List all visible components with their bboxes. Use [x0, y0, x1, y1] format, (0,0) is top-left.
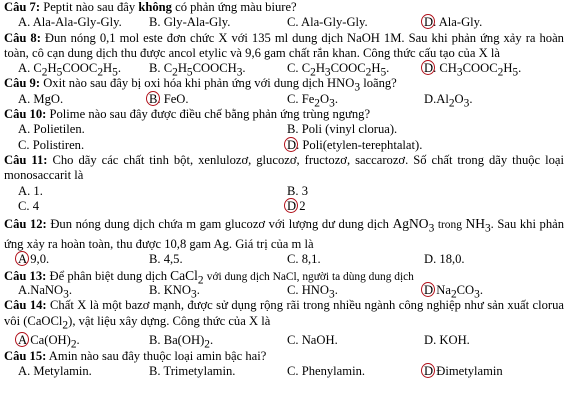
question-11: [4, 153, 564, 184]
option-c: C. Ala-Gly-Gly.: [287, 15, 368, 30]
question-number: Câu 13:: [4, 268, 47, 283]
question-number: Câu 7:: [4, 0, 41, 14]
question-text: Đun nóng 0,1 mol este đơn chức X với 135 ml dung dịch NaOH 1M. Sau khi phản ứng xảy ra hoàn toàn, cô cạn dung dịch thu được ancol etylic và 9,6 gam chất rắn khan. Công thức cấu tạo của X là: [4, 30, 564, 60]
option-a-selected: A $Ca(OH)_2$.: [18, 333, 80, 353]
option-c: C. $HNO_3$.: [287, 283, 338, 301]
option-a: A. Polietilen.: [18, 122, 85, 137]
option-b: B. $KNO_3$.: [149, 283, 200, 301]
option-d-selected: D 2: [287, 199, 306, 214]
option-b: B. $Ba(OH)_2$.: [149, 333, 214, 351]
circle-mark-icon: [15, 251, 29, 266]
question-9: [4, 76, 564, 94]
option-c: C. Phenylamin.: [287, 364, 366, 379]
question-7: [4, 0, 564, 15]
question-emphasis: không: [138, 0, 172, 14]
option-a-selected: A 9,0.: [18, 252, 49, 267]
option-d-selected: D. Poli(etylen-terephtalat).: [287, 138, 422, 153]
question-number: Câu 8:: [4, 30, 41, 45]
option-d-selected: D Đimetylamin: [424, 364, 503, 379]
option-a: A. 1.: [18, 183, 43, 198]
options-row: [4, 122, 564, 137]
question-number: Câu 12:: [4, 217, 47, 232]
question-text: Polime nào sau đây được điều chế bằng phản ứng trùng ngưng?: [46, 107, 371, 122]
question-10: [4, 107, 564, 122]
question-text: Để phân biệt dung dịch CaCl$_2$ với dung dịch NaCl, người ta dùng dung dịch: [46, 267, 414, 287]
option-b: B. Gly-Ala-Gly.: [149, 15, 231, 30]
option-b: B. 4,5.: [149, 252, 183, 267]
options-row: [4, 199, 564, 214]
circle-mark-icon: [421, 60, 435, 75]
option-c: C. NaOH.: [287, 333, 338, 348]
option-d: $D.Al_2O_3$.: [424, 91, 473, 110]
options-row: [4, 15, 564, 30]
question-number: Câu 15:: [4, 348, 47, 363]
option-c: C. Polistiren.: [18, 137, 85, 152]
option-a: A.NaNO$_3$.: [18, 283, 72, 301]
question-text: có phản ứng màu biure?: [171, 0, 297, 14]
question-number: Câu 14:: [4, 298, 47, 313]
question-15: [4, 349, 564, 364]
question-text: Chất X là một bazơ mạnh, được sử dụng rộng rãi trong nhiều ngành công nghiệp như sản xuất clorua vôi (CaOCl$_2$), vật liệu xây dựng. Công thức của X là: [4, 298, 564, 332]
option-b-selected: B. FeO.: [149, 92, 189, 107]
option-d-selected: D $Na_2CO_3$.: [424, 283, 483, 303]
option-b: B. $C_2H_5COOCH_3$.: [149, 61, 246, 79]
options-row: [4, 364, 564, 379]
option-b: B. Poli (vinyl clorua).: [287, 122, 398, 137]
circle-mark-icon: [421, 363, 435, 378]
option-c: C. $Fe_2O_3$.: [287, 91, 338, 110]
question-number: Câu 11:: [4, 152, 48, 167]
option-b: B. Trimetylamin.: [149, 364, 236, 379]
circle-mark-icon: [15, 332, 29, 347]
options-row: [4, 91, 564, 110]
options-row: [4, 333, 564, 351]
options-row: [4, 61, 564, 79]
circle-mark-icon: [284, 198, 298, 213]
option-a: A. $C_2H_5COOC_2H_5$.: [18, 61, 121, 79]
circle-mark-icon: [146, 91, 160, 106]
question-number: Câu 9:: [4, 76, 41, 91]
option-d-selected: D. $CH_3COOC_2H_5$.: [424, 61, 521, 81]
option-a: A. Ala-Ala-Gly-Gly.: [18, 15, 122, 30]
option-d: D. KOH.: [424, 333, 470, 348]
question-8: [4, 31, 564, 62]
question-text: Đun nóng dung dịch chứa m gam glucozơ với lượng dư dung dịch AgNO$_3$ trong $NH_3$. Sau khi phản ứng xảy ra hoàn toàn, thu được 10,8 gam Ag. Giá trị của m là: [4, 216, 564, 252]
option-c: C. $C_2H_3COOC_2H_5$.: [287, 61, 390, 79]
options-row: [4, 283, 564, 301]
option-c: C. 8,1.: [287, 252, 321, 267]
circle-mark-icon: [421, 14, 435, 29]
options-row: [4, 138, 564, 153]
circle-mark-icon: [421, 282, 435, 297]
question-text: Cho dãy các chất tinh bột, xenlulozơ, glucozơ, fructozơ, saccarozơ. Số chất trong dãy thuộc loại monosaccarit là: [4, 152, 565, 183]
option-a: A. MgO.: [18, 91, 64, 106]
question-text: Amin nào sau đây thuộc loại amin bậc hai?: [46, 348, 267, 363]
question-text: Oxit nào sau đây bị oxi hóa khi phản ứng với dung dịch $HNO_3$ loãng?: [40, 76, 397, 94]
circle-mark-icon: [284, 137, 298, 152]
options-row: [4, 184, 564, 199]
question-14: [4, 298, 564, 333]
option-b: B. 3: [287, 183, 308, 198]
question-text: Peptit nào sau đây: [40, 0, 139, 14]
option-a: A. Metylamin.: [18, 364, 92, 379]
option-c: C. 4: [18, 198, 39, 213]
question-13: [4, 267, 564, 287]
options-row: [4, 252, 564, 267]
question-number: Câu 10:: [4, 107, 47, 122]
question-12: [4, 216, 564, 252]
option-d: D. 18,0.: [424, 252, 465, 267]
option-d-selected: D. Ala-Gly.: [424, 15, 482, 30]
